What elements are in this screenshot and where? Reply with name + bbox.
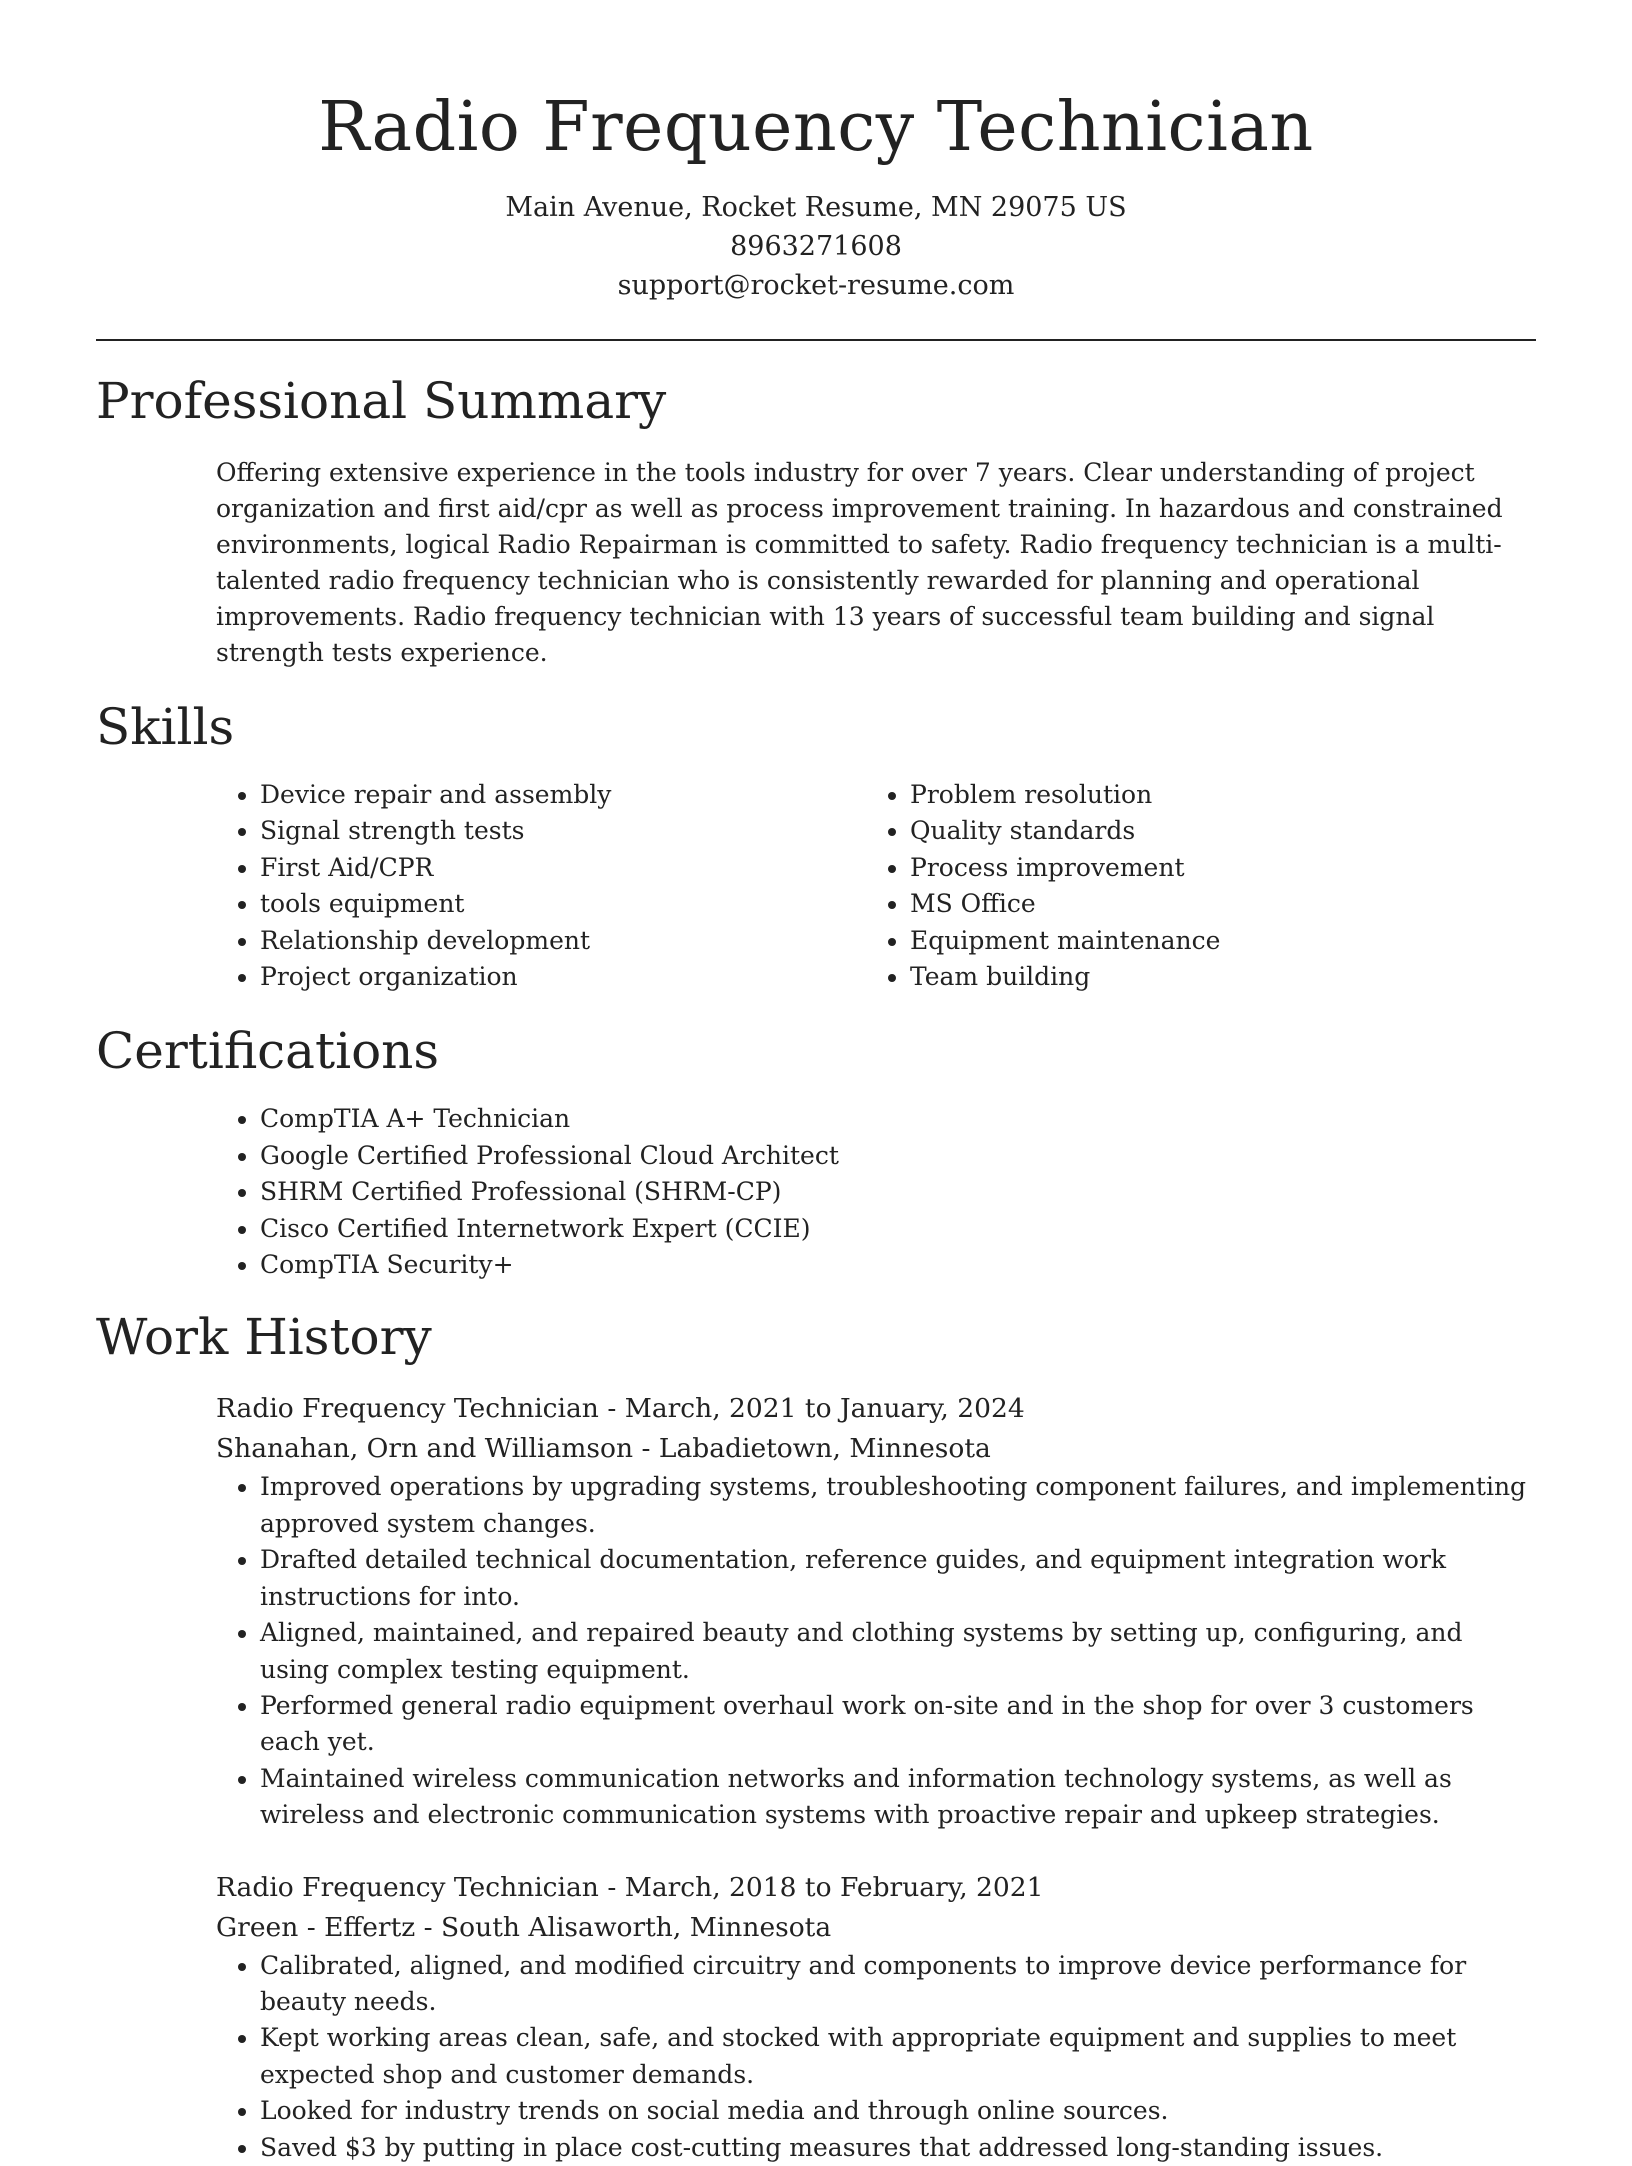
skill-item: • Signal strength tests xyxy=(260,813,866,849)
skill-item: • First Aid/CPR xyxy=(260,850,866,886)
job-responsibilities xyxy=(216,1948,1536,2166)
responsibility-item: • Looked for industry trends on social media and through online sources. xyxy=(260,2093,1536,2129)
skill-item: • Quality standards xyxy=(910,813,1516,849)
job-entry xyxy=(216,1389,1536,1833)
responsibility-item: • Kept working areas clean, safe, and stocked with appropriate equipment and supplies to meet expected shop and customer demands. xyxy=(260,2020,1536,2093)
job-company: Shanahan, Orn and Williamson xyxy=(216,1433,634,1465)
skills-column-right xyxy=(866,777,1516,995)
job-dates: March, 2021 to January, 2024 xyxy=(624,1393,1025,1425)
certification-item: • CompTIA Security+ xyxy=(260,1247,1536,1283)
skill-item: • tools equipment xyxy=(260,886,866,922)
separator: - xyxy=(607,1393,625,1425)
contact-address: Main Avenue, Rocket Resume, MN 29075 US xyxy=(505,192,1127,223)
skill-item: • Project organization xyxy=(260,959,866,995)
work-history-heading: Work History xyxy=(96,1308,432,1367)
responsibility-item: • Drafted detailed technical documentation, reference guides, and equipment integration work instructions for into. xyxy=(260,1542,1536,1615)
skill-item: • MS Office xyxy=(910,886,1516,922)
certification-item: • CompTIA A+ Technician xyxy=(260,1101,1536,1137)
candidate-name: Radio Frequency Technician xyxy=(318,88,1314,167)
job-entry xyxy=(216,1868,1536,2166)
skill-item: • Relationship development xyxy=(260,923,866,959)
skills-list xyxy=(216,777,1536,995)
contact-phone: 8963271608 xyxy=(730,231,902,262)
job-company-line xyxy=(216,1429,1536,1469)
certification-item: • Cisco Certified Internetwork Expert (CCIE) xyxy=(260,1211,1536,1247)
resume-header xyxy=(96,0,1536,305)
skill-item: • Process improvement xyxy=(910,850,1516,886)
job-title: Radio Frequency Technician xyxy=(216,1871,599,1903)
certification-item: • SHRM Certified Professional (SHRM-CP) xyxy=(260,1174,1536,1210)
job-title-line xyxy=(216,1389,1536,1429)
job-title-line xyxy=(216,1868,1536,1908)
skill-item: • Equipment maintenance xyxy=(910,923,1516,959)
job-dates: March, 2018 to February, 2021 xyxy=(624,1871,1044,1903)
skill-item: • Team building xyxy=(910,959,1516,995)
responsibility-item: • Performed general radio equipment overhaul work on-site and in the shop for over 3 customers each yet. xyxy=(260,1688,1536,1761)
responsibility-item: • Maintained wireless communication networks and information technology systems, as well as wireless and electronic communication systems with proactive repair and upkeep strategies. xyxy=(260,1761,1536,1834)
job-location: Labadietown, Minnesota xyxy=(658,1433,991,1465)
job-responsibilities xyxy=(216,1469,1536,1833)
summary-heading: Professional Summary xyxy=(96,372,667,430)
job-company-line xyxy=(216,1908,1536,1948)
header-divider xyxy=(96,339,1536,341)
certifications-heading: Certifications xyxy=(96,1022,440,1081)
job-title: Radio Frequency Technician xyxy=(216,1393,599,1425)
skill-item: • Problem resolution xyxy=(910,777,1516,813)
certification-item: • Google Certified Professional Cloud Architect xyxy=(260,1138,1536,1174)
responsibility-item: • Aligned, maintained, and repaired beauty and clothing systems by setting up, configuring, and using complex testing equipment. xyxy=(260,1615,1536,1688)
job-location: South Alisaworth, Minnesota xyxy=(441,1911,832,1943)
responsibility-item: • Calibrated, aligned, and modified circuitry and components to improve device performance for beauty needs. xyxy=(260,1948,1536,2021)
contact-email: support@rocket-resume.com xyxy=(617,270,1015,301)
skill-item: • Device repair and assembly xyxy=(260,777,866,813)
separator: - xyxy=(423,1911,442,1943)
responsibility-item: • Improved operations by upgrading systems, troubleshooting component failures, and implementing approved system changes. xyxy=(260,1469,1536,1542)
contact-info xyxy=(96,188,1536,305)
separator: - xyxy=(641,1433,659,1465)
certifications-list xyxy=(216,1101,1536,1283)
job-company: Green - Effertz xyxy=(216,1911,416,1943)
summary-text: Offering extensive experience in the tools industry for over 7 years. Clear understanding of project organization and first aid/cpr as well as process improvement training. In hazardous and constrained environments, logical Radio Repairman is committed to safety. Radio frequency technician is a multi-talented radio frequency technician who is consistently rewarded for planning and operational improvements. Radio frequency technician with 13 years of successful team building and signal strength tests experience. xyxy=(216,458,1503,667)
skills-column-left xyxy=(216,777,866,995)
separator: - xyxy=(607,1871,625,1903)
responsibility-item: • Saved $3 by putting in place cost-cutting measures that addressed long-standing issues. xyxy=(260,2130,1536,2166)
skills-heading: Skills xyxy=(96,698,235,756)
